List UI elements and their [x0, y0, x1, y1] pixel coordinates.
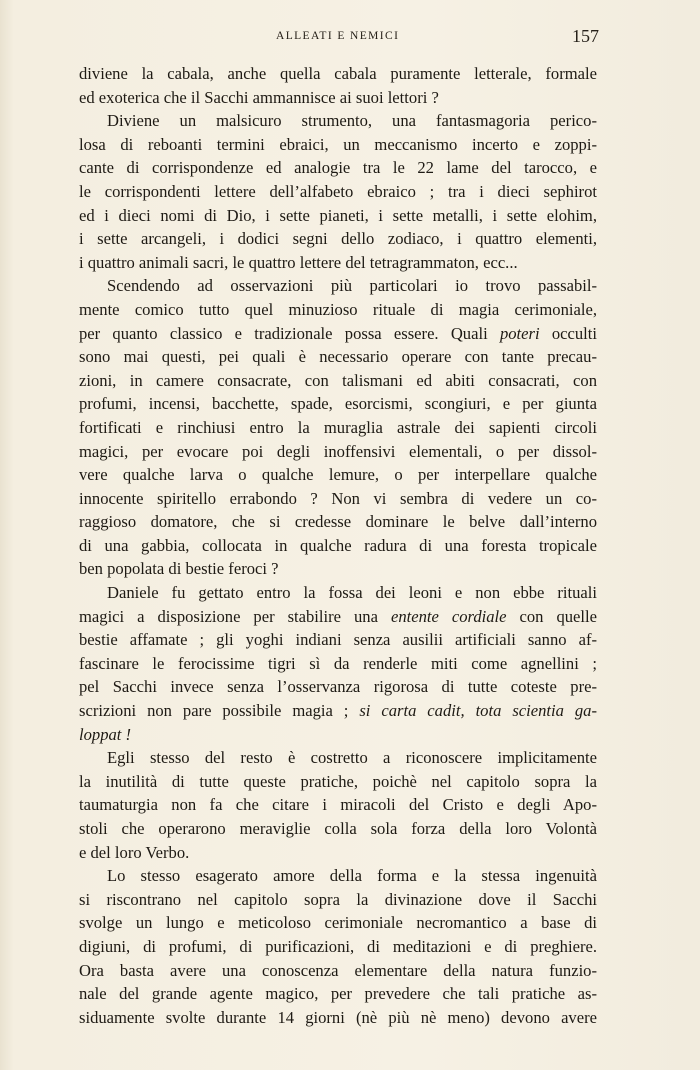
text-line: scrizioni non pare possibile magia ; si carta cadit, tota scientia ga-: [79, 701, 597, 721]
running-title: ALLEATI E NEMICI: [276, 30, 400, 42]
text-line: di una gabbia, collocata in qualche radura di una foresta tropicale: [79, 535, 597, 555]
text-line: ed exoterica che il Sacchi ammannisce ai suoi lettori ?: [79, 87, 439, 107]
text-line: cante di corrispondenze ed analogie tra le 22 lame del tarocco, e: [79, 158, 597, 178]
paragraph: [79, 109, 597, 274]
text-line: [79, 723, 597, 747]
text-line: losa di reboanti termini ebraici, un meccanismo incerto e zoppi-: [79, 134, 597, 154]
paragraph: [79, 581, 597, 746]
body-text: [79, 62, 597, 1029]
text-line: i sette arcangeli, i dodici segni dello zodiaco, i quattro elementi,: [79, 229, 597, 249]
text-line: raggioso domatore, che si credesse dominare le belve dall’interno: [79, 512, 597, 532]
text-line: ben popolata di bestie feroci ?: [79, 559, 279, 579]
text-line: i quattro animali sacri, le quattro lettere del tetragrammaton, ecc...: [79, 252, 518, 272]
text-line: diviene la cabala, anche quella cabala puramente letterale, formale: [79, 64, 597, 83]
text-line: vere qualche larva o qualche lemure, o per interpellare qualche: [79, 465, 597, 485]
text-line: per quanto classico e tradizionale possa essere. Quali poteri occulti: [79, 323, 597, 343]
text-line: stoli che operarono meraviglie colla sola forza della loro Volontà: [79, 819, 597, 838]
text-line: ed i dieci nomi di Dio, i sette pianeti, i sette metalli, i sette elohim,: [79, 205, 597, 225]
italic-phrase: entente cordiale: [390, 606, 507, 626]
italic-phrase: poteri: [499, 323, 540, 343]
paragraph: [79, 274, 597, 581]
text-line: digiuni, di profumi, di purificazioni, di meditazioni e di preghiere.: [79, 936, 597, 956]
text-line: fascinare le ferocissime tigri sì da renderle miti come agnellini ;: [79, 653, 597, 673]
italic-phrase: loppat !: [79, 724, 132, 744]
text-line: pel Sacchi invece senza l’osservanza rigorosa di tutte coteste pre-: [79, 677, 597, 697]
text-line: sono mai questi, pei quali è necessario operare con tante precau-: [79, 347, 597, 367]
text-line: bestie affamate ; gli yoghi indiani senza ausilii artificiali sanno af-: [79, 630, 597, 650]
text-line: svolge un lungo e meticoloso cerimoniale necromantico a base di: [79, 913, 597, 933]
text-line: Diviene un malsicuro strumento, una fantasmagoria perico-: [107, 111, 597, 131]
paragraph: [79, 62, 597, 109]
running-head: [80, 26, 600, 48]
text-line: profumi, incensi, bacchette, spade, esorcismi, scongiuri, e per giunta: [79, 394, 597, 414]
text-line: taumaturgia non fa che citare i miracoli del Cristo e degli Apo-: [79, 795, 597, 815]
paragraph: [79, 746, 597, 864]
text-line: mente comico tutto quel minuzioso rituale di magia cerimoniale,: [79, 299, 597, 319]
text-line: Scendendo ad osservazioni più particolari io trovo passabil-: [107, 276, 597, 296]
text-line: Daniele fu gettato entro la fossa dei leoni e non ebbe rituali: [107, 583, 597, 603]
paragraph: [79, 864, 597, 1029]
text-line: siduamente svolte durante 14 giorni (nè più nè meno) devono avere: [79, 1007, 597, 1027]
text-line: nale del grande agente magico, per prevedere che tali pratiche as-: [79, 984, 597, 1004]
page-number: 157: [572, 26, 599, 46]
italic-phrase: si carta cadit, tota scientia ga-: [359, 701, 597, 721]
text-line: Lo stesso esagerato amore della forma e la stessa ingenuità: [107, 866, 597, 886]
text-line: Egli stesso del resto è costretto a riconoscere implicitamente: [107, 748, 597, 768]
text-line: e del loro Verbo.: [79, 842, 190, 862]
text-line: si riscontrano nel capitolo sopra la divinazione dove il Sacchi: [79, 889, 597, 909]
text-line: innocente spiritello errabondo ? Non vi sembra di vedere un co-: [79, 488, 597, 508]
text-line: fortificati e rinchiusi entro la muraglia astrale dei sapienti circoli: [79, 417, 597, 437]
text-line: Ora basta avere una conoscenza elementare della natura funzio-: [79, 960, 597, 980]
text-line: zioni, in camere consacrate, con talismani ed abiti consacrati, con: [79, 370, 597, 390]
text-line: magici a disposizione per stabilire una entente cordiale con quelle: [79, 606, 597, 626]
text-line: magici, per evocare poi degli inoffensivi elementali, o per dissol-: [79, 441, 597, 461]
text-line: le corrispondenti lettere dell’alfabeto ebraico ; tra i dieci sephirot: [79, 181, 597, 201]
text-line: la inutilità di tutte queste pratiche, poichè nel capitolo sopra la: [79, 771, 597, 791]
